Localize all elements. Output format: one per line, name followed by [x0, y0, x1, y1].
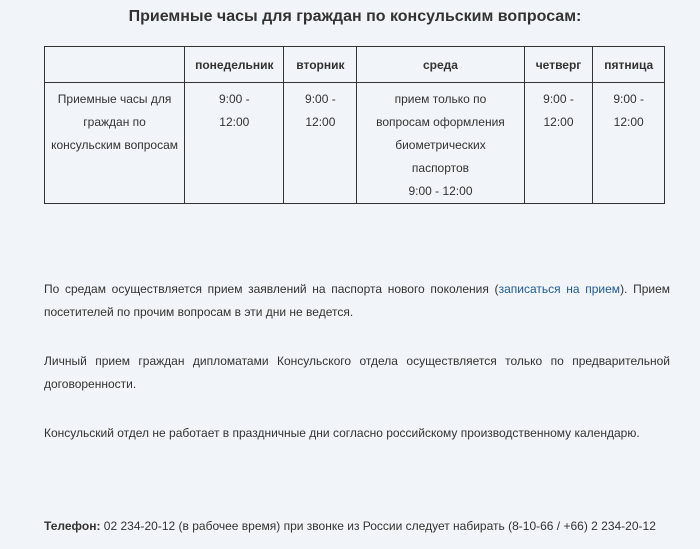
phone-paragraph: [44, 515, 670, 538]
consular-hours-table: [44, 46, 665, 204]
personal-reception-paragraph: Личный прием граждан дипломатами Консульского отдела осуществляется только по предварительной договоренности.: [44, 354, 670, 391]
header-monday: понедельник: [185, 47, 284, 83]
p1-text-before: По средам осуществляется прием заявлений на паспорта нового поколения (: [44, 282, 499, 296]
row-label-cell: [45, 83, 185, 204]
wednesday-note: прием только по вопросам оформления биометрических паспортов: [376, 92, 505, 175]
monday-hours: 9:00 - 12:00: [218, 92, 250, 129]
tuesday-cell: [284, 83, 357, 204]
wednesday-passport-paragraph: [44, 278, 670, 324]
holidays-paragraph: Консульский отдел не работает в праздничные дни согласно российскому производственному календарю.: [44, 426, 640, 440]
monday-cell: [185, 83, 284, 204]
wednesday-hours: 9:00 - 12:00: [408, 184, 473, 198]
p1-text-after: ). Прием посетителей по прочим вопросам в эти дни не ведется.: [44, 282, 670, 319]
table-row: [45, 83, 665, 204]
tuesday-hours: 9:00 - 12:00: [305, 92, 336, 129]
table-header-row: [45, 47, 665, 83]
friday-cell: [593, 83, 665, 204]
phone-text: 02 234-20-12 (в рабочее время) при звонке из России следует набирать (8-10-66 / +66) 2 234-20-12: [100, 519, 656, 533]
page-heading: Приемные часы для граждан по консульским вопросам:: [128, 8, 582, 25]
appointment-link[interactable]: записаться на прием: [498, 282, 621, 296]
friday-hours: 9:00 - 12:00: [613, 92, 645, 129]
wednesday-cell: [357, 83, 524, 204]
header-friday: пятница: [593, 47, 665, 83]
header-wednesday: среда: [357, 47, 524, 83]
header-empty: [45, 47, 185, 83]
thursday-cell: [524, 83, 593, 204]
thursday-hours: 9:00 - 12:00: [543, 92, 574, 129]
phone-label: Телефон:: [44, 519, 101, 533]
header-thursday: четверг: [524, 47, 593, 83]
row-label: Приемные часы для граждан по консульским вопросам: [51, 92, 179, 152]
header-tuesday: вторник: [284, 47, 357, 83]
